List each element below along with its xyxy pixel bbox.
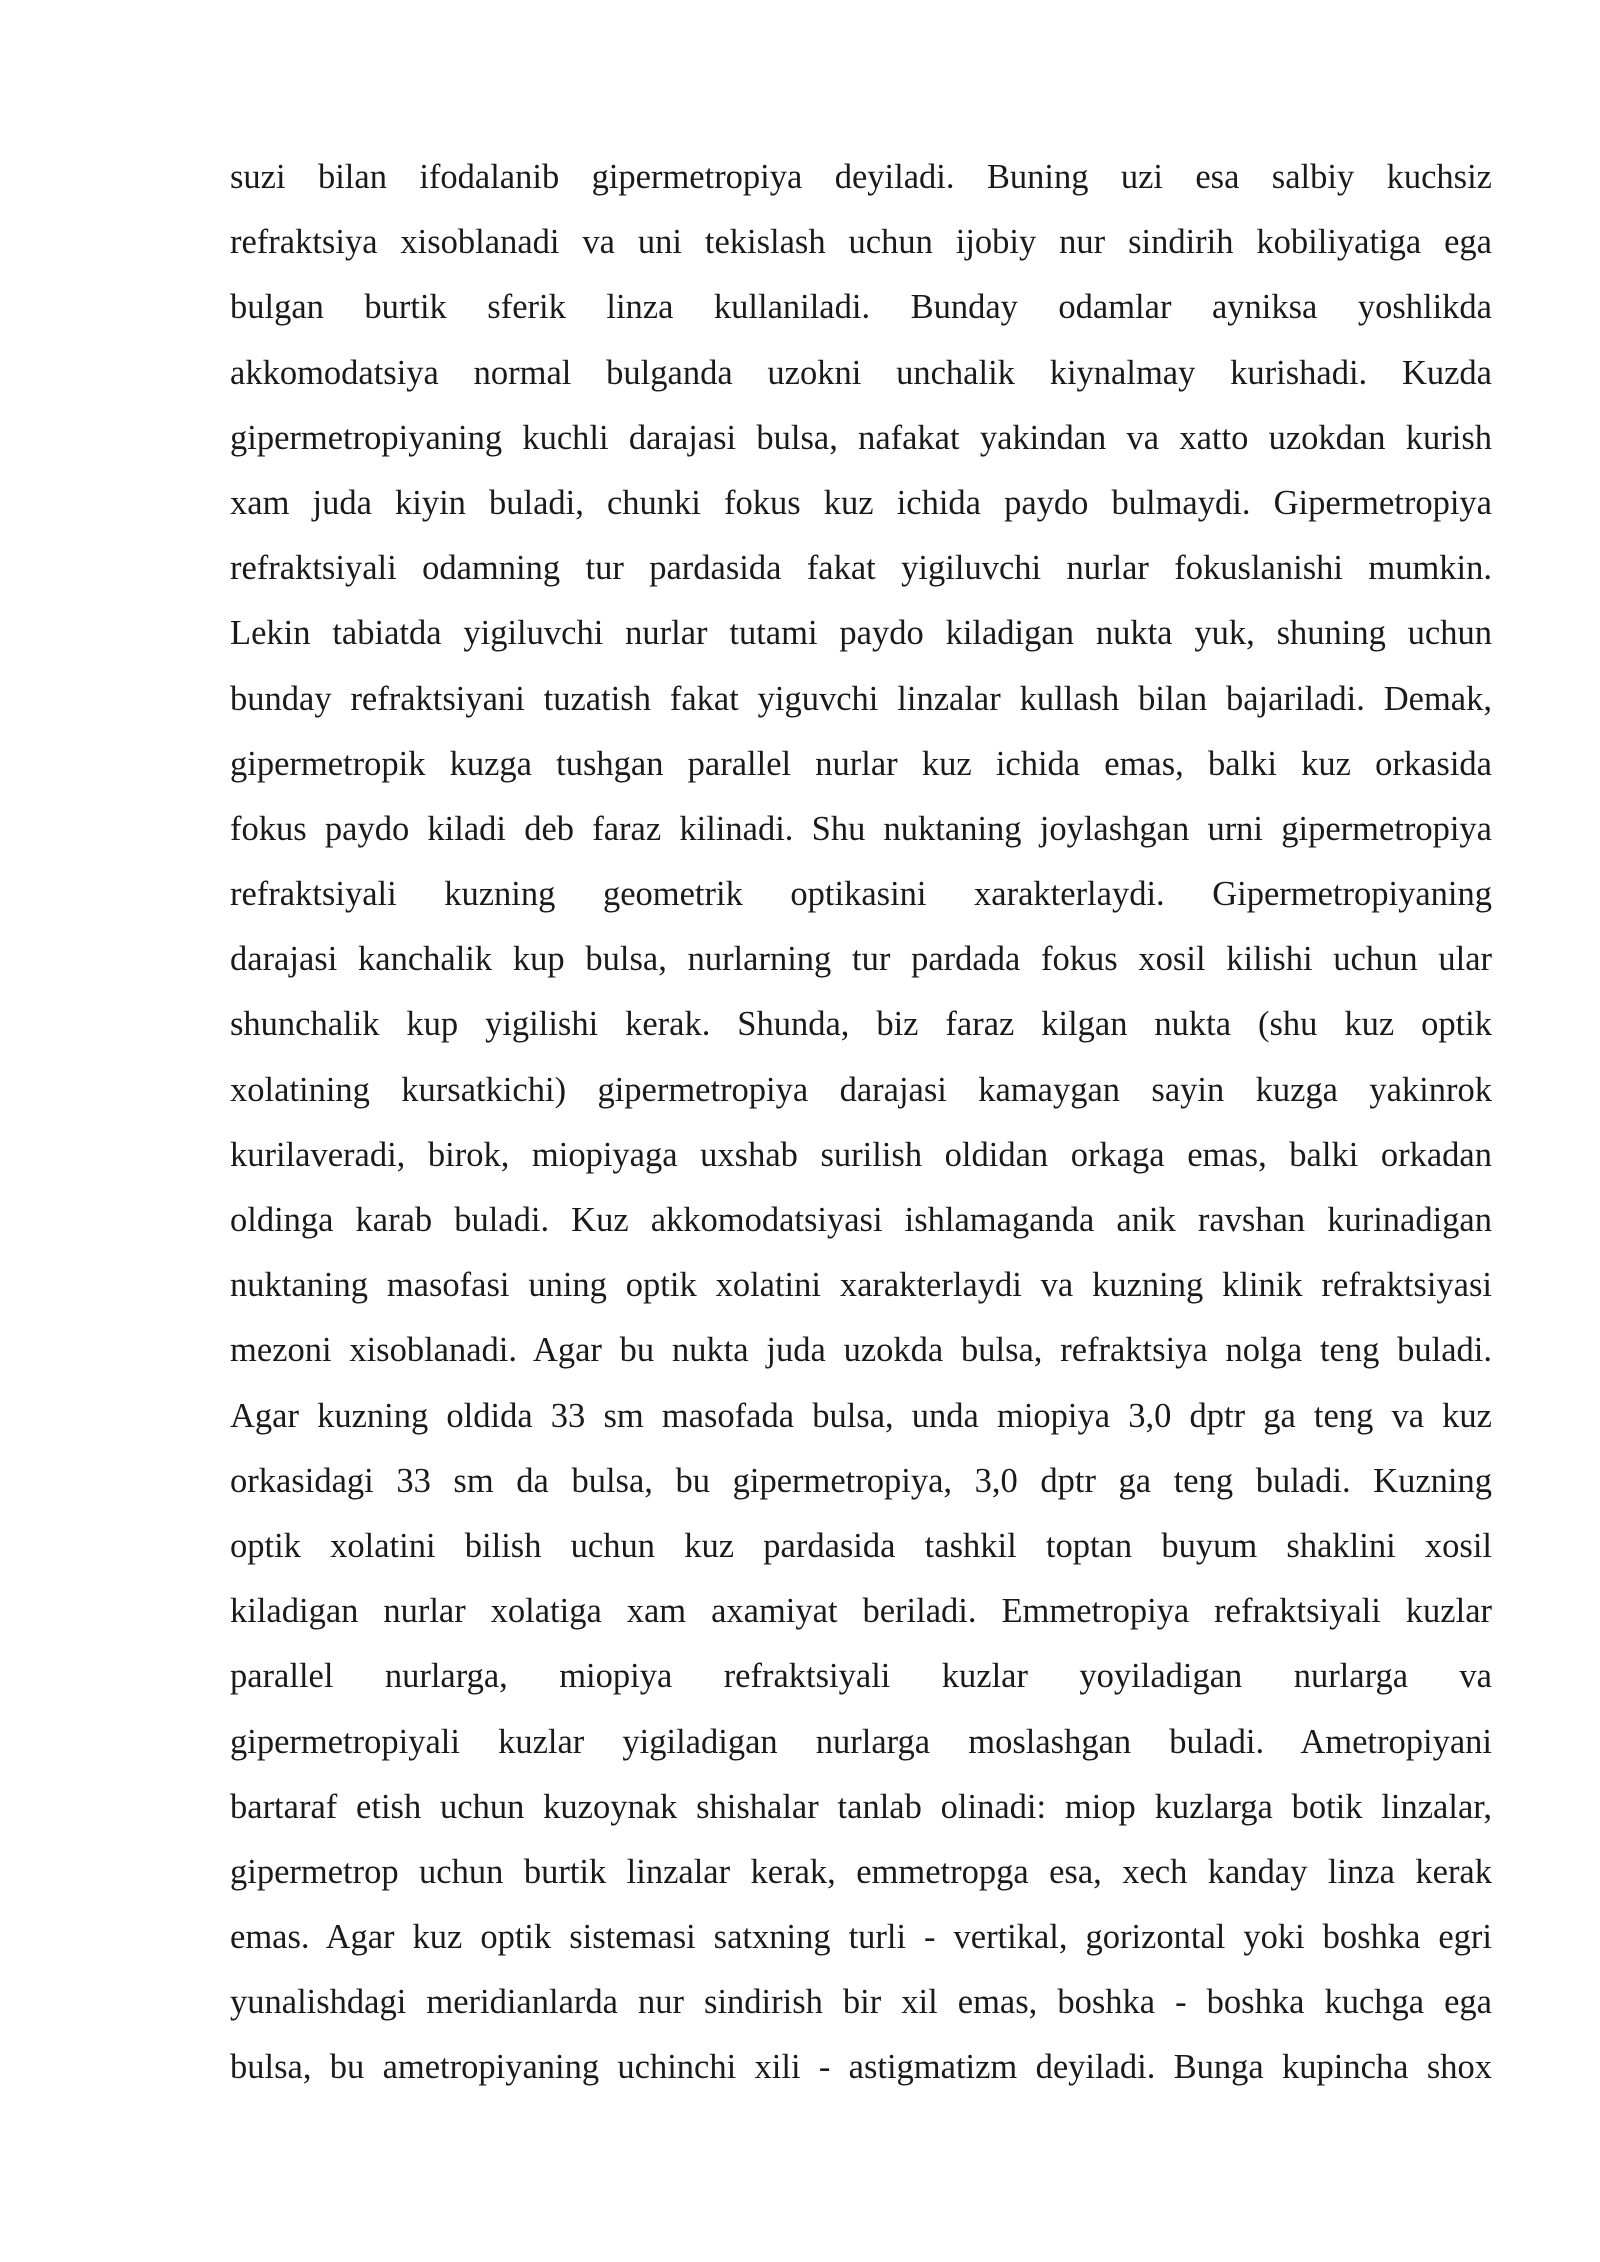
text-line: bunday refraktsiyani tuzatish fakat yiguvchi linzalar kullash bilan bajariladi. Demak,: [230, 679, 1492, 718]
text-line: mezoni xisoblanadi. Agar bu nukta juda uzokda bulsa, refraktsiya nolga teng buladi.: [230, 1331, 1492, 1370]
text-line: nuktaning masofasi uning optik xolatini xarakterlaydi va kuzning klinik refraktsiyasi: [230, 1266, 1492, 1305]
text-line: xolatining kursatkichi) gipermetropiya darajasi kamaygan sayin kuzga yakinrok: [230, 1070, 1492, 1109]
text-line: gipermetropiyaning kuchli darajasi bulsa, nafakat yakindan va xatto uzokdan kurish: [230, 418, 1492, 457]
text-line: parallel nurlarga, miopiya refraktsiyali kuzlar yoyiladigan nurlarga va: [230, 1657, 1492, 1696]
text-line: bulsa, bu ametropiyaning uchinchi xili - astigmatizm deyiladi. Bunga kupincha shox: [230, 2048, 1492, 2087]
text-line: gipermetropik kuzga tushgan parallel nurlar kuz ichida emas, balki kuz orkasida: [230, 744, 1492, 783]
text-line: akkomodatsiya normal bulganda uzokni unchalik kiynalmay kurishadi. Kuzda: [230, 353, 1492, 392]
text-line: suzi bilan ifodalanib gipermetropiya deyiladi. Buning uzi esa salbiy kuchsiz: [230, 158, 1492, 196]
text-line: shunchalik kup yigilishi kerak. Shunda, biz faraz kilgan nukta (shu kuz optik: [230, 1005, 1492, 1044]
text-line: darajasi kanchalik kup bulsa, nurlarning tur pardada fokus xosil kilishi uchun ular: [230, 940, 1492, 979]
text-line: Lekin tabiatda yigiluvchi nurlar tutami paydo kiladigan nukta yuk, shuning uchun: [230, 614, 1492, 653]
text-line: oldinga karab buladi. Kuz akkomodatsiyasi ishlamaganda anik ravshan kurinadigan: [230, 1201, 1492, 1239]
text-line: kurilaveradi, birok, miopiyaga uxshab surilish oldidan orkaga emas, balki orkadan: [230, 1135, 1492, 1174]
text-line: bartaraf etish uchun kuzoynak shishalar tanlab olinadi: miop kuzlarga botik linzalar,: [230, 1787, 1492, 1826]
text-line: gipermetrop uchun burtik linzalar kerak, emmetropga esa, xech kanday linza kerak: [230, 1852, 1492, 1891]
text-line: yunalishdagi meridianlarda nur sindirish bir xil emas, boshka - boshka kuchga ega: [230, 1983, 1492, 2022]
body-text: [230, 147, 1492, 2103]
text-line: Agar kuzning oldida 33 sm masofada bulsa, unda miopiya 3,0 dptr ga teng va kuz: [230, 1396, 1492, 1435]
text-line: orkasidagi 33 sm da bulsa, bu gipermetropiya, 3,0 dptr ga teng buladi. Kuzning: [230, 1461, 1492, 1500]
text-line: refraktsiya xisoblanadi va uni tekislash uchun ijobiy nur sindirih kobiliyatiga ega: [230, 223, 1492, 262]
text-line: kiladigan nurlar xolatiga xam axamiyat beriladi. Emmetropiya refraktsiyali kuzlar: [230, 1592, 1492, 1631]
text-line: refraktsiyali kuzning geometrik optikasini xarakterlaydi. Gipermetropiyaning: [230, 875, 1492, 914]
text-line: optik xolatini bilish uchun kuz pardasida tashkil toptan buyum shaklini xosil: [230, 1526, 1492, 1565]
text-line: refraktsiyali odamning tur pardasida fakat yigiluvchi nurlar fokuslanishi mumkin.: [230, 549, 1492, 588]
text-line: fokus paydo kiladi deb faraz kilinadi. Shu nuktaning joylashgan urni gipermetropiya: [230, 809, 1492, 848]
text-line: xam juda kiyin buladi, chunki fokus kuz ichida paydo bulmaydi. Gipermetropiya: [230, 483, 1492, 522]
text-line: gipermetropiyali kuzlar yigiladigan nurlarga moslashgan buladi. Ametropiyani: [230, 1722, 1492, 1761]
text-line: emas. Agar kuz optik sistemasi satxning turli - vertikal, gorizontal yoki boshka egri: [230, 1918, 1492, 1957]
text-line: bulgan burtik sferik linza kullaniladi. Bunday odamlar ayniksa yoshlikda: [230, 288, 1492, 327]
